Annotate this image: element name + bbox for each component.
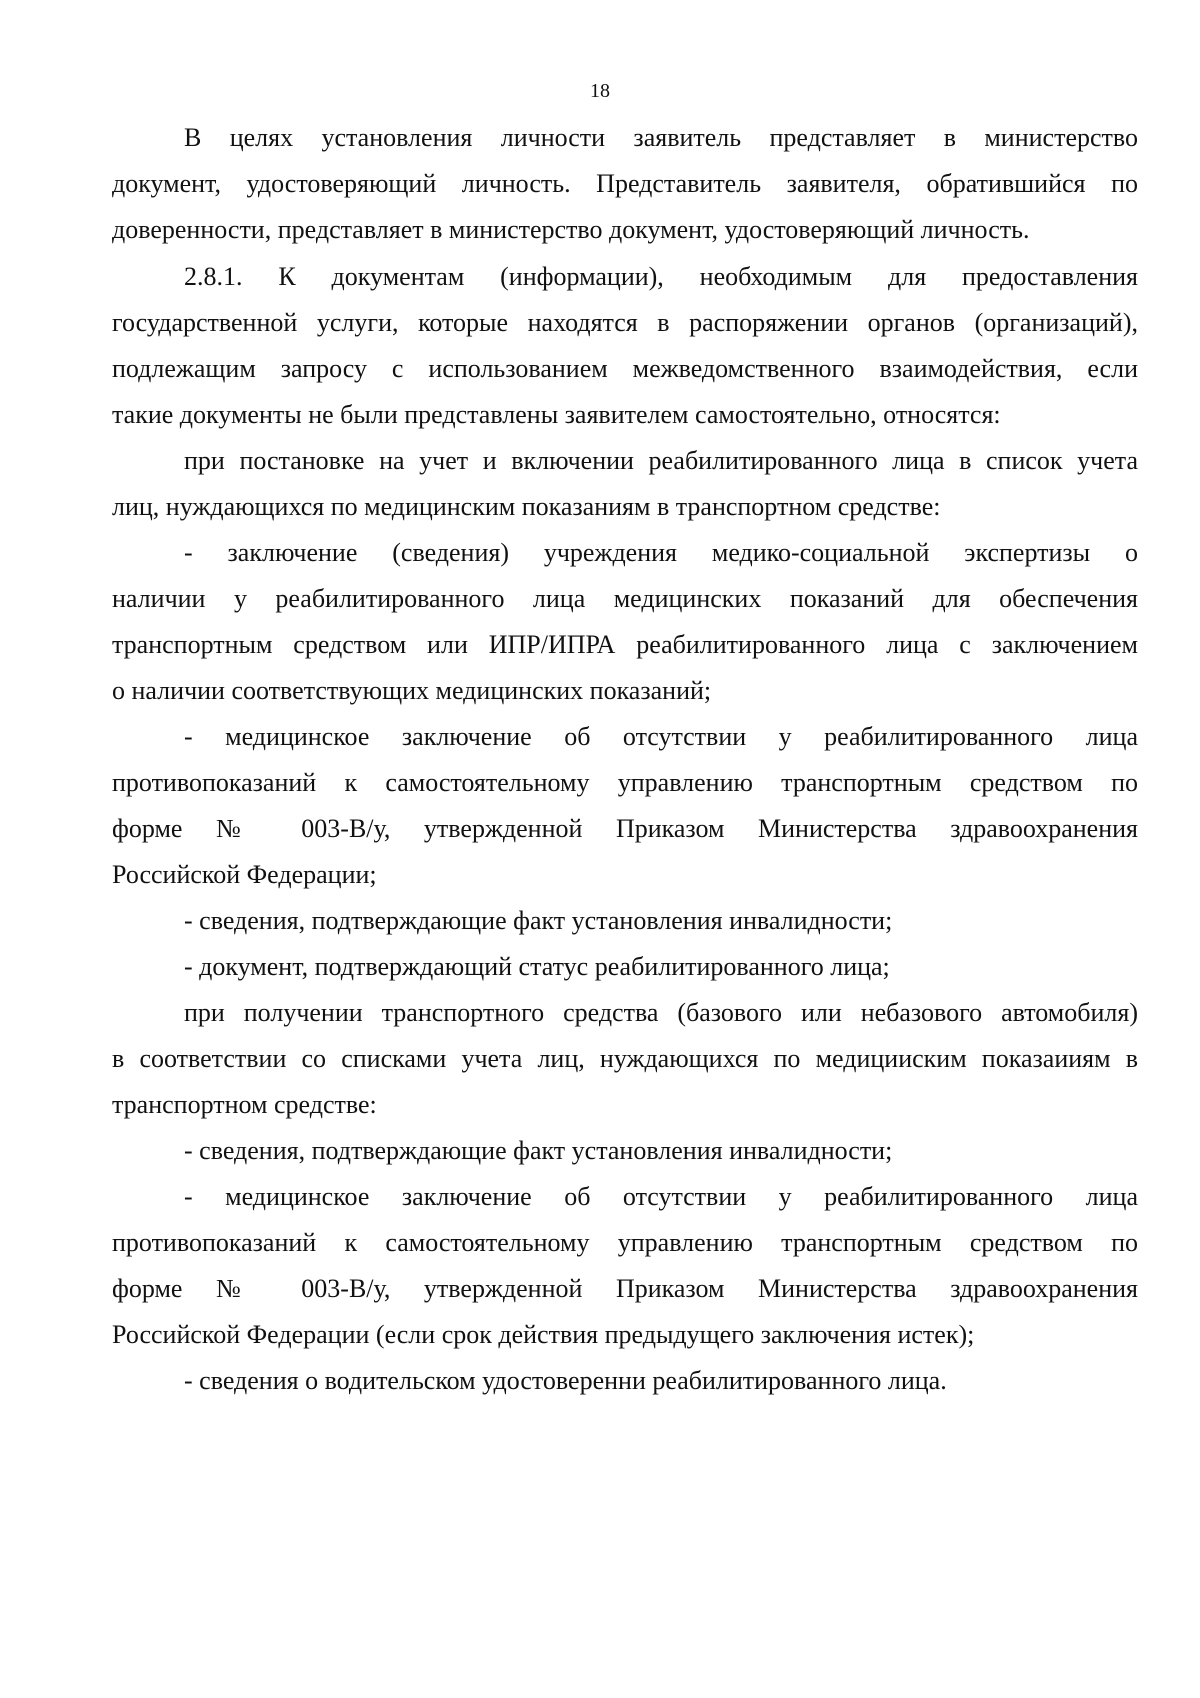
text-line: - документ, подтверждающий статус реабилитированного лица; <box>184 952 890 981</box>
text-line: - сведения, подтверждающие факт установления инвалидности; <box>184 906 893 935</box>
text-line: государственной услуги, которые находятся в распоряжении органов (организаций), <box>112 308 1138 337</box>
text-line: противопоказаний к самостоятельному управлению транспортным средством по <box>112 768 1138 797</box>
text-line: документ, удостоверяющий личность. Представитель заявителя, обратившийся по <box>112 169 1138 198</box>
text-line: о наличии соответствующих медицинских показаний; <box>112 676 712 705</box>
text-line: доверенности, представляет в министерство документ, удостоверяющий личность. <box>112 215 1030 244</box>
text-line: транспортном средстве: <box>112 1090 377 1119</box>
text-line: - заключение (сведения) учреждения медико-социальной экспертизы о <box>184 538 1138 567</box>
text-line: лиц, нуждающихся по медицинским показаниям в транспортном средстве: <box>112 492 941 521</box>
text-line: при получении транспортного средства (базового или небазового автомобиля) <box>184 998 1138 1027</box>
text-line: форме № 003-В/у, утвержденной Приказом Министерства здравоохранения <box>112 1274 1138 1303</box>
page-number: 18 <box>590 80 610 102</box>
text-line: - медицинское заключение об отсутствии у реабилитированного лица <box>184 722 1138 751</box>
text-line: - медицинское заключение об отсутствии у реабилитированного лица <box>184 1182 1138 1211</box>
text-line: - сведения, подтверждающие факт установления инвалидности; <box>184 1136 893 1165</box>
text-line: Российской Федерации (если срок действия предыдущего заключения истек); <box>112 1320 975 1349</box>
text-line: Российской Федерации; <box>112 860 377 889</box>
text-line: наличии у реабилитированного лица медицинских показаний для обеспечения <box>112 584 1138 613</box>
text-line: - сведения о водительском удостоверенни реабилитированного лица. <box>184 1366 947 1395</box>
text-line: форме № 003-В/у, утвержденной Приказом Министерства здравоохранения <box>112 814 1138 843</box>
text-line: при постановке на учет и включении реабилитированного лица в список учета <box>184 446 1138 475</box>
text-line: противопоказаний к самостоятельному управлению транспортным средством по <box>112 1228 1138 1257</box>
text-line: подлежащим запросу с использованием межведомственного взаимодействия, если <box>112 354 1138 383</box>
text-line: 2.8.1. К документам (информации), необходимым для предоставления <box>184 262 1138 291</box>
text-line: транспортным средством или ИПР/ИПРА реабилитированного лица с заключением <box>112 630 1138 659</box>
text-line: такие документы не были представлены заявителем самостоятельно, относятся: <box>112 400 1001 429</box>
text-line: в соответствии со списками учета лиц, нуждающихся по медицииским показаииям в <box>112 1044 1138 1073</box>
text-line: В целях установления личности заявитель представляет в министерство <box>184 123 1138 152</box>
